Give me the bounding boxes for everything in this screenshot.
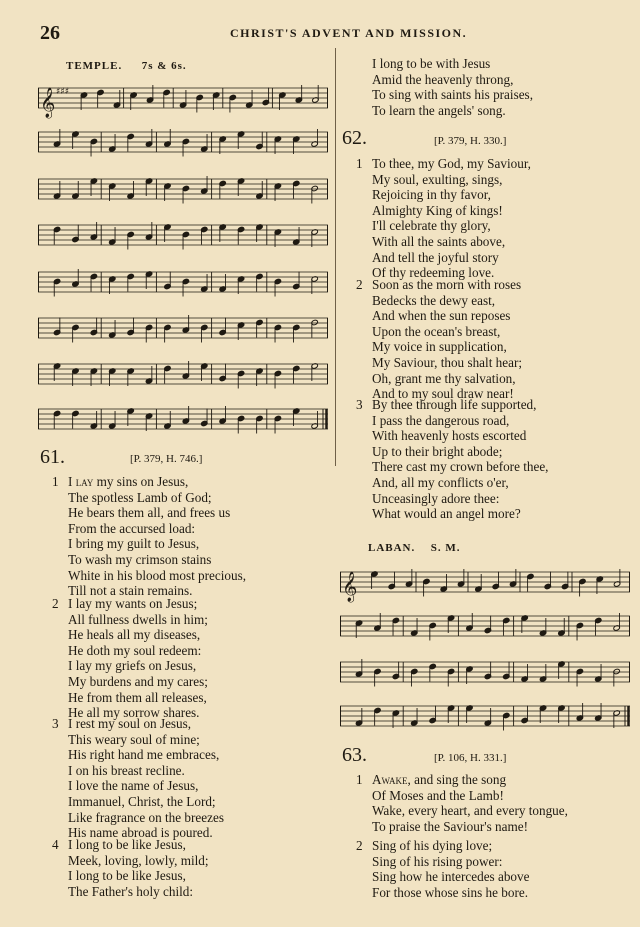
verse-line: He all my sorrow shares.: [68, 705, 200, 721]
running-title: CHRIST'S ADVENT AND MISSION.: [230, 26, 468, 40]
verse-line: He heals all my diseases,: [68, 627, 201, 643]
staff-lines: [340, 616, 630, 636]
verse-line: I lay my griefs on Jesus,: [68, 658, 197, 674]
staff-lines: [38, 409, 328, 429]
verse-line: To wash my crimson stains: [68, 551, 212, 567]
verse-line: And, all my conflicts o'er,: [372, 474, 509, 490]
staff-lines: [340, 572, 630, 592]
staff-system: [340, 656, 630, 696]
verse-line: I rest my soul on Jesus,: [68, 716, 192, 731]
verse-line: Up to their bright abode;: [372, 443, 503, 459]
staff-system: [38, 173, 328, 209]
tune-meter: S. M.: [430, 542, 461, 554]
staff-system: [38, 266, 328, 302]
verse-lead-word: Awake,: [372, 772, 411, 787]
verse-line: My Saviour, thou shalt hear;: [372, 354, 523, 370]
verse-line: Sing of his dying love;: [372, 838, 493, 853]
verse-line: I long to be with Jesus: [372, 56, 491, 71]
verse-number: 2: [356, 838, 363, 853]
verse-line: I bring my guilt to Jesus,: [68, 536, 200, 552]
verse-line: To learn the angels' song.: [372, 102, 506, 118]
tune-name: LABAN.: [368, 542, 416, 554]
hymn-reference-63: [P. 106, H. 331.]: [434, 752, 507, 764]
verse-lead-word: I lay: [68, 474, 94, 489]
verse-line: White in his blood most precious,: [68, 567, 247, 583]
verse-line: And when the sun reposes: [372, 308, 511, 324]
staff-system: [340, 566, 630, 606]
verse-line: And tell the joyful story: [372, 249, 499, 265]
hymn-number-63: 63.: [342, 744, 367, 766]
verse-line: Sing how he intercedes above: [372, 869, 530, 885]
verse-number: 2: [356, 277, 363, 292]
page-number: 26: [40, 22, 60, 44]
staff-system: [38, 358, 328, 394]
verse-line: Of Moses and the Lamb!: [372, 787, 504, 803]
verse-line: Almighty King of kings!: [372, 202, 503, 218]
verse-line: With heavenly hosts escorted: [372, 428, 527, 444]
verse-line: Unceasingly adore thee:: [372, 490, 500, 506]
verse-line: Oh, grant me thy salvation,: [372, 370, 516, 386]
hymn-61-stanza-3: [52, 716, 224, 841]
verse-line: Meek, loving, lowly, mild;: [68, 852, 209, 868]
verse-line: and sing the song: [414, 772, 507, 787]
verse-line: I long to be like Jesus,: [68, 837, 186, 852]
verse-line: Till not a stain remains.: [68, 583, 193, 599]
verse-line: The spotless Lamb of God;: [68, 489, 212, 505]
verse-line: I lay my wants on Jesus;: [68, 596, 198, 611]
verse-number: 4: [52, 837, 59, 852]
verse-line: I pass the dangerous road,: [372, 412, 510, 428]
hymn-number-61: 61.: [40, 446, 65, 468]
staff-system: [340, 610, 630, 646]
hymn-61-stanza-4-continued: [372, 56, 533, 118]
verse-line: His right hand me embraces,: [68, 747, 220, 763]
verse-line: I long to be like Jesus,: [68, 868, 186, 884]
verse-number: 1: [52, 474, 59, 489]
staff-system: [38, 82, 328, 118]
key-signature-icon: ♯♯♯: [56, 87, 70, 97]
verse-line: Wake, every heart, and every tongue,: [372, 803, 568, 819]
verse-line: I on his breast recline.: [68, 762, 185, 778]
verse-line: Upon the ocean's breast,: [372, 323, 501, 339]
verse-line: To sing with saints his praises,: [372, 87, 533, 103]
staff-system: [38, 126, 328, 162]
verse-line: I love the name of Jesus,: [68, 778, 199, 794]
verse-line: To praise the Saviour's name!: [372, 818, 528, 834]
verse-line: My voice in supplication,: [372, 339, 507, 355]
verse-line: He doth my soul redeem:: [68, 642, 202, 658]
treble-clef-icon: 𝄞: [342, 572, 358, 602]
verse-line: My soul, exulting, sings,: [372, 171, 503, 187]
tune-meter: 7s & 6s.: [141, 60, 187, 72]
verse-number: 3: [356, 397, 363, 412]
hymn-61-stanza-4: [52, 837, 209, 899]
hymn-number-62: 62.: [342, 127, 367, 149]
verse-line: He bears them all, and frees us: [68, 505, 231, 521]
staff-system: [340, 700, 630, 736]
staff-system: [38, 403, 328, 439]
column-divider: [335, 48, 336, 466]
hymn-reference-62: [P. 379, H. 330.]: [434, 135, 507, 147]
staff-lines: [38, 364, 328, 384]
verse-line: And to my soul draw near!: [372, 386, 514, 402]
verse-number: 1: [356, 772, 363, 787]
staff-lines: [340, 662, 630, 682]
verse-line: There cast my crown before thee,: [372, 459, 549, 475]
verse-number: 1: [356, 156, 363, 171]
verse-line: my sins on Jesus,: [96, 474, 189, 489]
verse-line: This weary soul of mine;: [68, 731, 200, 747]
staff-system: [38, 312, 328, 348]
verse-line: With all the saints above,: [372, 233, 506, 249]
verse-line: What would an angel more?: [372, 506, 521, 522]
verse-line: From the accursed load:: [68, 520, 196, 536]
verse-line: To thee, my God, my Saviour,: [372, 156, 531, 171]
hymn-61-stanza-1: [52, 474, 246, 599]
verse-line: Amid the heavenly throng,: [372, 71, 514, 87]
verse-line: I'll celebrate thy glory,: [372, 218, 491, 234]
hymn-62-stanza-3: [356, 397, 548, 522]
tune-title-laban: [368, 542, 461, 554]
verse-line: The Father's holy child:: [68, 883, 194, 899]
staff-lines: [38, 318, 328, 338]
hymn-61-stanza-2: [52, 596, 208, 721]
verse-line: My burdens and my cares;: [68, 673, 208, 689]
verse-line: All fullness dwells in him;: [68, 611, 208, 627]
hymn-63-stanza-2: [356, 838, 529, 900]
verse-line: For those whose sins he bore.: [372, 884, 529, 900]
tune-name: TEMPLE.: [66, 60, 123, 72]
verse-line: His name abroad is poured.: [68, 825, 213, 841]
verse-line: Sing of his rising power:: [372, 853, 503, 869]
hymn-62-stanza-2: [356, 277, 522, 402]
verse-line: Like fragrance on the breezes: [68, 809, 224, 825]
hymn-63-stanza-1: [356, 772, 568, 834]
hymn-62-stanza-1: [356, 156, 531, 281]
verse-line: Rejoicing in thy favor,: [372, 187, 491, 203]
verse-line: By thee through life supported,: [372, 397, 537, 412]
verse-line: Of thy redeeming love.: [372, 265, 495, 281]
treble-clef-icon: 𝄞: [40, 88, 56, 118]
staff-system: [38, 219, 328, 255]
verse-line: Bedecks the dewy east,: [372, 292, 496, 308]
verse-number: 3: [52, 716, 59, 731]
verse-line: Soon as the morn with roses: [372, 277, 522, 292]
verse-line: He from them all releases,: [68, 689, 207, 705]
verse-number: 2: [52, 596, 59, 611]
hymn-reference-61: [P. 379, H. 746.]: [130, 453, 203, 465]
tune-title-temple: [66, 60, 187, 72]
verse-line: Immanuel, Christ, the Lord;: [68, 793, 216, 809]
